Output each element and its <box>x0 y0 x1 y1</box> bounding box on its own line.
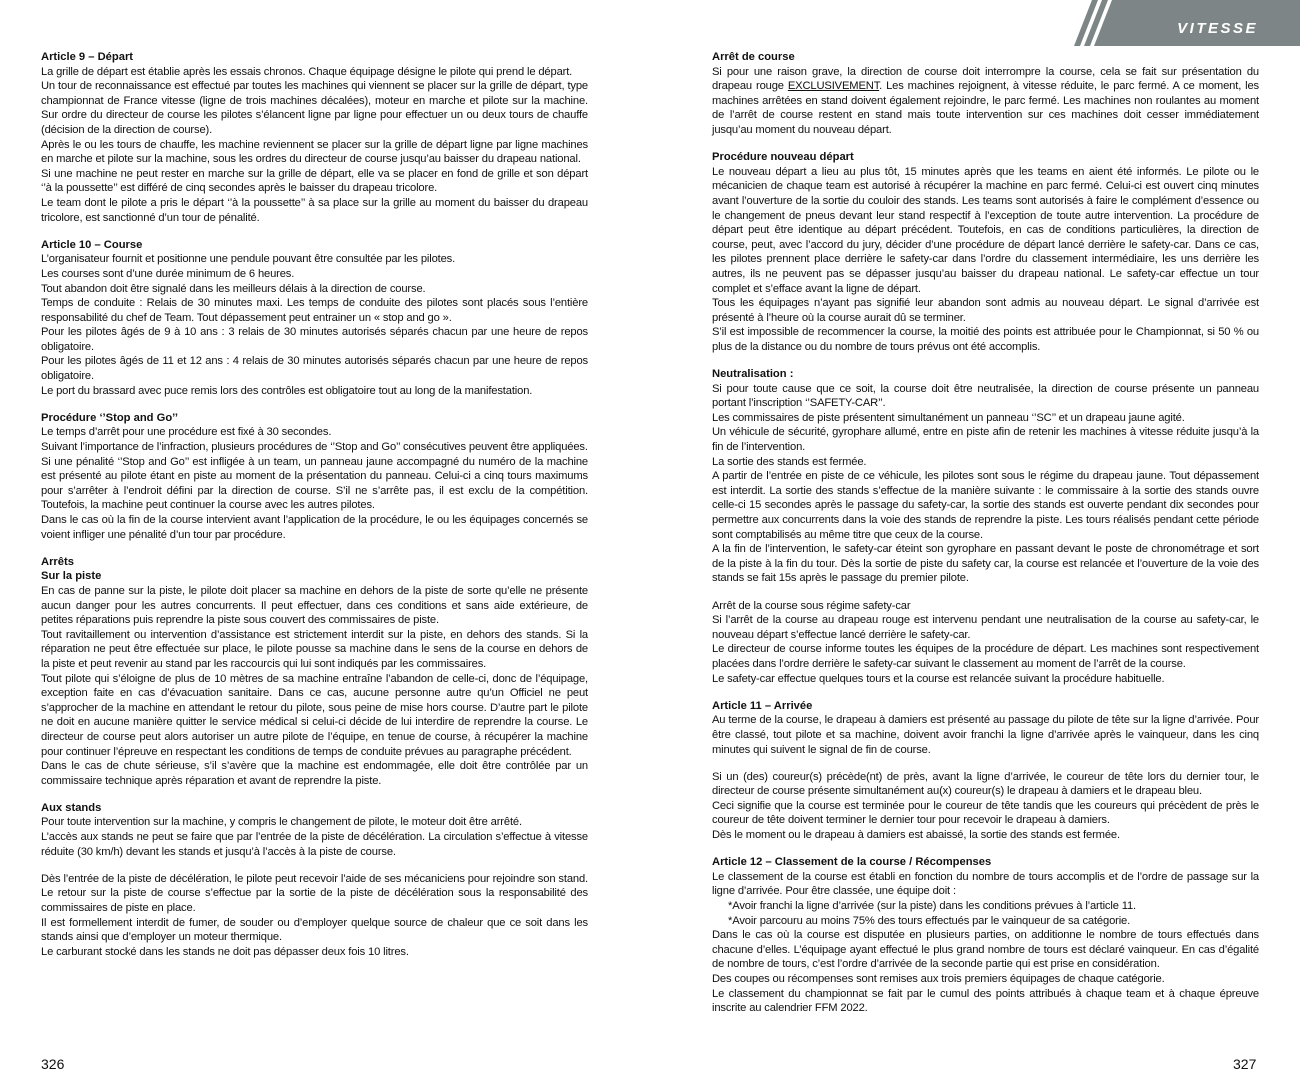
arrets-section <box>41 555 588 789</box>
paragraph: Pour les pilotes âgés de 11 et 12 ans : 4 relais de 30 minutes autorisés séparés chacun par une heure de repos obligatoire. <box>41 355 588 383</box>
paragraph: Dès le moment ou le drapeau à damiers est abaissé, la sortie des stands est fermée. <box>712 829 1120 842</box>
paragraph: Au terme de la course, le drapeau à damiers est présenté au passage du pilote de tête sur la ligne d’arrivée. Pour être classé, tout pilote et sa machine, doivent avoir franchi la ligne d’arrivée après le vainqueur, dans les cinq minutes qui suivent le signal de fin de course. <box>712 714 1259 756</box>
paragraph: A partir de l’entrée en piste de ce véhicule, les pilotes sont sous le régime du drapeau jaune. Tout dépassement est interdit. La sortie des stands s’effectue de la manière suivante : le commissaire à la sortie des stands ouvre celle-ci 15 secondes après le passage du safety-car, la sortie des stands est ouverte pendant dix secondes pour permettre aux concurrents dans la voie des stands de reprendre la piste. Les tours réalisés pendant cette période sont comptabilisés au même titre que ceux de la course. <box>712 470 1259 541</box>
section-heading: Article 10 – Course <box>41 238 143 251</box>
arret-safety-car-section <box>712 599 1259 687</box>
paragraph: Un véhicule de sécurité, gyrophare allumé, entre en piste afin de retenir les machines à vitesse réduite jusqu’à la fin de l’intervention. <box>712 426 1259 454</box>
paragraph: Temps de conduite : Relais de 30 minutes maxi. Les temps de conduite des pilotes sont placés sous l’entière responsabilité du chef de Team. Tout dépassement peut entrainer un « stop and go ». <box>41 297 588 324</box>
paragraph: S’il est impossible de recommencer la course, la moitié des points est attribuée pour le Championnat, si 50 % ou plus de la distance ou du nombre de tours prévus ont été accomplis. <box>712 326 1259 353</box>
section-heading: Neutralisation : <box>712 368 794 381</box>
paragraph-with-underline: Si pour une raison grave, la direction de course doit interrompre la course, cela se fait sur présentation du drapeau rouge EXCLUSIVEMENT. Les machines rejoignent, à vitesse réduite, le parc fermé. A ce moment, les machines arrêtées en stand doivent également rejoindre, le parc fermé. Les machines non roulantes au moment de l’arrêt de course restent en stand mais toute intervention sur ces machines doit cesser immédiatement jusqu’au moment du nouveau départ. <box>712 65 1259 136</box>
section-heading: Procédure nouveau départ <box>712 151 854 164</box>
paragraph: Il est formellement interdit de fumer, de souder ou d’employer quelque source de chaleur que ce soit dans les stands ainsi que d’employer un moteur thermique. <box>41 916 588 944</box>
paragraph: Le temps d’arrêt pour une procédure est fixé à 30 secondes. <box>41 426 332 439</box>
paragraph: L’organisateur fournit et positionne une pendule pouvant être consultée par les pilotes. <box>41 253 456 266</box>
paragraph: En cas de panne sur la piste, le pilote doit placer sa machine en dehors de la piste de sorte qu’elle ne présente aucun danger pour les autres concurrents. Il peut effectuer, dans ces conditions et sans aide extérieure, de petites réparations puis reprendre la piste sous couvert des commissaires de piste. <box>41 584 588 627</box>
paragraph: Le directeur de course informe toutes les équipes de la procédure de départ. Les machines sont respectivement placées dans l’ordre derrière le safety-car suivant le classement au moment de l’arrêt de la course. <box>712 643 1259 670</box>
paragraph: Pour les pilotes âgés de 9 à 10 ans : 3 relais de 30 minutes autorisés séparés chacun par une heure de repos obligatoire. <box>41 326 588 353</box>
banner-title: VITESSE <box>1177 20 1258 37</box>
paragraph: L’accès aux stands ne peut se faire que par l’entrée de la piste de décélération. La circulation s’effectue à vitesse réduite (30 km/h) devant les stands et jusqu’à l’accès à la piste de course. <box>41 831 588 858</box>
paragraph: Si une pénalité ‘’Stop and Go’’ est infligée à un team, un panneau jaune accompagné du numéro de la machine est présenté au pilote étant en piste au moment de la présentation du panneau. Celui-ci a cinq tours maximums pour s’arrêter à l’endroit défini par la direction de course. S’il ne s’arrête pas, il est exclu de la compétition. Toutefois, la machine peut continuer la course avec les autres pilotes. <box>41 455 588 512</box>
left-page-column <box>41 50 588 959</box>
paragraph: Le classement de la course est établi en fonction du nombre de tours accomplis et de l’ordre de passage sur la ligne d’arrivée. Pour être classée, une équipe doit : <box>712 870 1259 898</box>
paragraph: Dans le cas où la course est disputée en plusieurs parties, on additionne le nombre de tours effectués dans chacune d’elles. L’équipage ayant effectué le plus grand nombre de tours est déclaré vainqueur. En cas d’égalité de nombre de tours, c’est l’ordre d’arrivée de la seconde partie qui est prise en considération. <box>712 929 1259 971</box>
paragraph: Tout pilote qui s’éloigne de plus de 10 mètres de sa machine entraîne l’abandon de celle-ci, donc de l’équipage, exception faite en cas d’évacuation sanitaire. Dans ce cas, aucune personne autre qu’un Officiel ne peut s’approcher de la machine en attendant le retour du pilote, sous peine de mise hors course. D’autre part le pilote ne doit en aucune manière quitter le service médical si celui-ci décide de lui interdire de reprendre la course. Le directeur de course peut alors autoriser un autre pilote de l’équipe, en tenue de course, à récupérer la machine pour continuer l’épreuve en respectant les conditions de temps de conduite prévues au paragraphe précédent. <box>41 672 588 758</box>
article-11-continued-section <box>712 770 1259 843</box>
paragraph: Suivant l’importance de l’infraction, plusieurs procédures de ‘’Stop and Go’’ consécutives peuvent être appliquées. <box>41 441 588 454</box>
stands-continued-section <box>41 872 588 960</box>
paragraph: La sortie des stands est fermée. <box>712 455 867 468</box>
paragraph: Dans le cas où la fin de la course intervient avant l’application de la procédure, le ou les équipages concernés se voient infliger une pénalité d’un tour par procédure. <box>41 514 588 541</box>
paragraph: Le classement du championnat se fait par le cumul des points attribués à chaque team et à chaque épreuve inscrite au calendrier FFM 2022. <box>712 987 1259 1015</box>
paragraph: Des coupes ou récompenses sont remises aux trois premiers équipages de chaque catégorie. <box>712 973 1165 985</box>
aux-stands-section <box>41 801 588 859</box>
paragraph: Tous les équipages n’ayant pas signifié leur abandon sont admis au nouveau départ. Le signal d’arrivée est présenté à l’heure où la course aurait dû se terminer. <box>712 297 1259 324</box>
paragraph: Tout abandon doit être signalé dans les meilleurs délais à la direction de course. <box>41 282 426 295</box>
paragraph: Pour toute intervention sur la machine, y compris le changement de pilote, le moteur doit être arrêté. <box>41 816 522 829</box>
paragraph: Arrêt de la course sous régime safety-car <box>712 599 911 612</box>
paragraph: Dès l’entrée de la piste de décélération, le pilote peut recevoir l’aide de ses mécaniciens pour rejoindre son stand. Le retour sur la piste de course s’effectue par la sortie de la piste de décélération sous la responsabilité des commissaires de piste en place. <box>41 872 588 915</box>
article-10-section <box>41 238 588 399</box>
section-heading: Procédure ‘’Stop and Go’’ <box>41 411 178 424</box>
paragraph: Le team dont le pilote a pris le départ ‘’à la poussette’’ à sa place sur la grille au moment du baisser du drapeau tricolore, est sanctionné d’un tour de pénalité. <box>41 196 588 224</box>
paragraph: Le port du brassard avec puce remis lors des contrôles est obligatoire tout au long de la manifestation. <box>41 384 533 397</box>
paragraph: Si pour toute cause que ce soit, la course doit être neutralisée, la direction de course présente un panneau portant l’inscription ‘’SAFETY-CAR’’. <box>712 382 1259 410</box>
paragraph: Tout ravitaillement ou intervention d’assistance est strictement interdit sur la piste, en dehors des stands. Si la réparation ne peut être effectuée sur place, le pilote pousse sa machine dans le sens de la course en dehors de la piste et peut revenir au stand par les raccourcis qui lui sont indiqués par les commissaires. <box>41 628 588 670</box>
paragraph: Le safety-car effectue quelques tours et la course est relancée suivant la procédure habituelle. <box>712 672 1165 685</box>
paragraph: La grille de départ est établie après les essais chronos. Chaque équipage désigne le pilote qui prend le départ. <box>41 65 573 78</box>
article-9-section <box>41 50 588 225</box>
nouveau-depart-section <box>712 150 1259 354</box>
section-heading: Arrêts <box>41 555 74 568</box>
article-12-section <box>712 855 1259 1016</box>
paragraph: Les commissaires de piste présentent simultanément un panneau ‘’SC’’ et un drapeau jaune agité. <box>712 411 1185 424</box>
article-11-section <box>712 699 1259 757</box>
section-heading: Arrêt de course <box>712 51 795 63</box>
underlined-emphasis: EXCLUSIVEMENT <box>787 80 880 93</box>
page-number-right: 327 <box>1233 1056 1257 1072</box>
paragraph: Les courses sont d’une durée minimum de 6 heures. <box>41 267 295 280</box>
page-number-left: 326 <box>41 1056 65 1072</box>
paragraph: Après le ou les tours de chauffe, les machine reviennent se placer sur la grille de départ ligne par ligne machines en marche et pilote sur la machine, sous les ordres du directeur de course jusqu’au baisser du drapeau national. <box>41 138 588 166</box>
list-item: *Avoir parcouru au moins 75% des tours effectués par le vainqueur de sa catégorie. <box>728 914 1131 927</box>
paragraph: A la fin de l’intervention, le safety-car éteint son gyrophare en passant devant le poste de chronométrage et sort de la piste à la fin du tour. Dès la sortie de piste du safety car, la course est relancée et l’ouverture de la voie des stands se fait 15s après le passage du premier pilote. <box>712 543 1259 585</box>
paragraph: Le nouveau départ a lieu au plus tôt, 15 minutes après que les teams en aient été informés. Le pilote ou le mécanicien de chaque team est autorisé à récupérer la machine en parc fermé. Celui-ci est ouvert cinq minutes avant l’ouverture de la sortie du couloir des stands. Les teams sont autorisés à faire le complément d’essence ou le changement de pneus devant leur stand respectif à l’exception de toute autre intervention. La procédure de départ peut être identique au départ précédent. Toutefois, en cas de conditions particulières, la direction de course, peut, avec l’accord du jury, décider d’une procédure de départ lancé derrière le safety-car. Dans ce cas, les pilotes prennent place derrière le safety-car dans l’ordre du classement intermédiaire, les uns derrière les autres, ils ne peuvent pas se dépasser jusqu’au baisser du drapeau national. Le safety-car effectue un tour complet et s’efface avant la ligne de départ. <box>712 165 1259 295</box>
paragraph: Si une machine ne peut rester en marche sur la grille de départ, elle va se placer en fond de grille et son départ ‘’à la poussette’’ est différé de cinq secondes après le baisser du drapeau tricolore. <box>41 167 588 195</box>
section-heading: Article 11 – Arrivée <box>712 699 813 712</box>
right-page-column <box>712 50 1259 1016</box>
paragraph: Si un (des) coureur(s) précède(nt) de près, avant la ligne d’arrivée, le coureur de tête lors du dernier tour, le directeur de course présente simultanément au(x) coureur(s) le drapeau à damiers et le drapeau bleu. <box>712 770 1259 798</box>
section-heading: Article 12 – Classement de la course / Récompenses <box>712 856 992 869</box>
paragraph: Ceci signifie que la course est terminée pour le coureur de tête tandis que les coureurs qui précèdent de près le coureur de tête doivent terminer le dernier tour pour recevoir le drapeau à damiers. <box>712 799 1259 827</box>
section-heading: Aux stands <box>41 801 102 814</box>
arret-de-course-section <box>712 50 1259 138</box>
section-banner <box>1068 0 1300 46</box>
paragraph: Dans le cas de chute sérieuse, s’il s’avère que la machine est endommagée, elle doit être contrôlée par un commissaire technique après réparation et avant de reprendre la piste. <box>41 760 588 787</box>
list-item: *Avoir franchi la ligne d’arrivée (sur la piste) dans les conditions prévues à l’article 11. <box>728 900 1137 913</box>
paragraph: Si l’arrêt de la course au drapeau rouge est intervenu pendant une neutralisation de la course au safety-car, le nouveau départ s’effectue lancé derrière le safety-car. <box>712 614 1259 641</box>
neutralisation-section <box>712 367 1259 586</box>
section-subheading: Sur la piste <box>41 570 102 583</box>
section-heading: Article 9 – Départ <box>41 51 134 63</box>
paragraph: Le carburant stocké dans les stands ne doit pas dépasser deux fois 10 litres. <box>41 945 409 958</box>
stop-and-go-section <box>41 411 588 542</box>
paragraph: Un tour de reconnaissance est effectué par toutes les machines qui viennent se placer sur la grille de départ, type championnat de France vitesse (ligne de trois machines décalées), moteur en marche et pilote sur la machine. Sur ordre du directeur de course les pilotes s’élancent ligne par ligne pour effectuer un ou deux tours de chauffe (décision de la direction de course). <box>41 80 588 136</box>
